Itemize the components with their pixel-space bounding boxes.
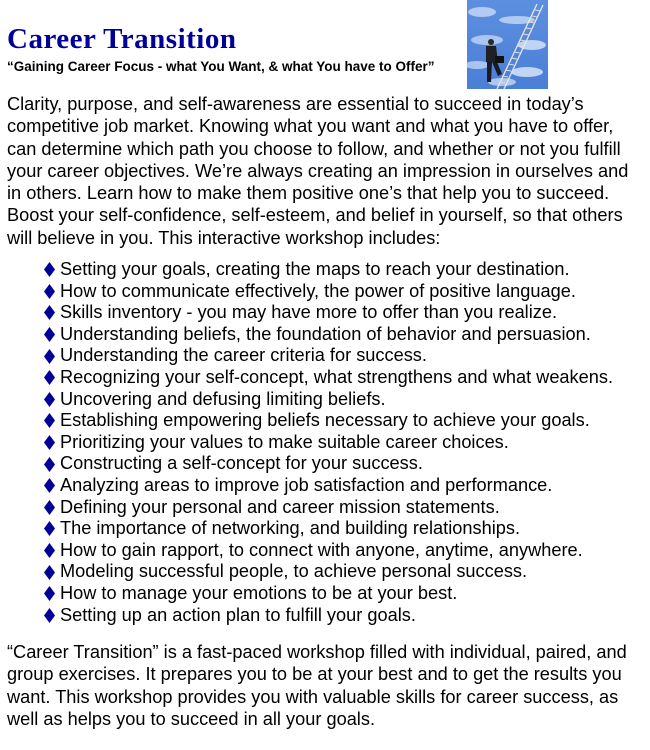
diamond-bullet-icon: [44, 413, 55, 428]
diamond-bullet-icon: [44, 608, 55, 623]
page-subtitle: “Gaining Career Focus - what You Want, & what You have to Offer”: [7, 59, 435, 74]
list-item: Uncovering and defusing limiting beliefs.: [44, 389, 613, 411]
list-item: Prioritizing your values to make suitable career choices.: [44, 432, 613, 454]
intro-paragraph: Clarity, purpose, and self-awareness are essential to succeed in today’s competitive job market. Knowing what you want and what you have to offer, can determine which path you choose to follow, and whether or not you fulfill your career objectives. We’re always creating an impression in ourselves and in others. Learn how to make them positive one’s that help you to succeed. Boost your self-confidence, self-esteem, and belief in yourself, so that others will believe in you. This interactive workshop includes:: [7, 94, 629, 248]
diamond-bullet-icon: [44, 284, 55, 299]
diamond-bullet-icon: [44, 543, 55, 558]
diamond-bullet-icon: [44, 349, 55, 364]
list-item: Recognizing your self-concept, what strengthens and what weakens.: [44, 367, 613, 389]
list-item: Establishing empowering beliefs necessary to achieve your goals.: [44, 410, 613, 432]
diamond-bullet-icon: [44, 435, 55, 450]
diamond-bullet-icon: [44, 262, 55, 277]
diamond-bullet-icon: [44, 586, 55, 601]
page-title: Career Transition: [7, 23, 237, 55]
list-item: How to manage your emotions to be at your best.: [44, 583, 613, 605]
diamond-bullet-icon: [44, 478, 55, 493]
list-item: Understanding the career criteria for success.: [44, 345, 613, 367]
list-item: Setting your goals, creating the maps to reach your destination.: [44, 259, 613, 281]
diamond-bullet-icon: [44, 500, 55, 515]
list-item: Understanding beliefs, the foundation of behavior and persuasion.: [44, 324, 613, 346]
diamond-bullet-icon: [44, 305, 55, 320]
list-item: How to communicate effectively, the power of positive language.: [44, 281, 613, 303]
list-item: Constructing a self-concept for your success.: [44, 453, 613, 475]
closing-paragraph: “Career Transition” is a fast-paced workshop filled with individual, paired, and group exercises. It prepares you to be at your best and to get the results you want. This workshop provides you with valuable skills for career success, as well as helps you to succeed in all your goals.: [7, 642, 627, 729]
list-item: Skills inventory - you may have more to offer than you realize.: [44, 302, 613, 324]
diamond-bullet-icon: [44, 327, 55, 342]
diamond-bullet-icon: [44, 521, 55, 536]
diamond-bullet-icon: [44, 457, 55, 472]
workshop-topics-list: [44, 259, 613, 626]
list-item: Analyzing areas to improve job satisfaction and performance.: [44, 475, 613, 497]
list-item: Setting up an action plan to fulfill your goals.: [44, 605, 613, 627]
list-item: Defining your personal and career mission statements.: [44, 497, 613, 519]
list-item: The importance of networking, and building relationships.: [44, 518, 613, 540]
diamond-bullet-icon: [44, 370, 55, 385]
list-item: How to gain rapport, to connect with anyone, anytime, anywhere.: [44, 540, 613, 562]
man-climbing-ladder-photo: [467, 0, 548, 89]
list-item: Modeling successful people, to achieve personal success.: [44, 561, 613, 583]
diamond-bullet-icon: [44, 565, 55, 580]
diamond-bullet-icon: [44, 392, 55, 407]
